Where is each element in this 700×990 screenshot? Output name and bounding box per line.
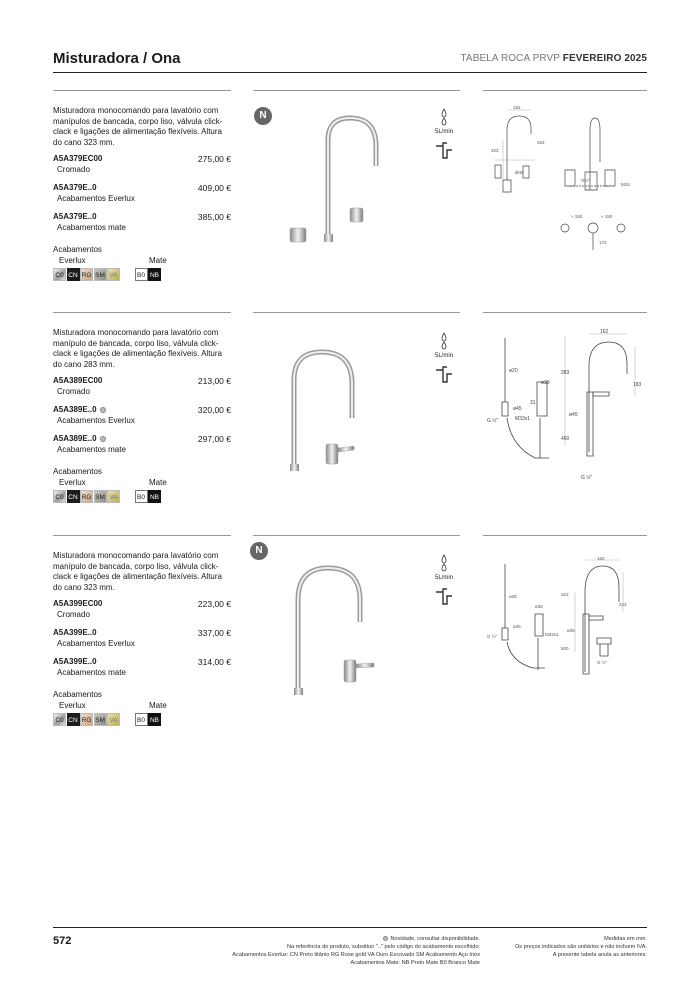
mate-label: Mate	[149, 700, 167, 710]
finishes-block	[53, 467, 231, 503]
product-block	[53, 106, 231, 281]
section-rule	[53, 90, 231, 91]
novelty-icon	[100, 436, 106, 442]
footer-rule	[53, 927, 647, 928]
swatch-b0: B0	[135, 490, 148, 503]
everlux-label: Everlux	[59, 255, 86, 265]
section-rule	[53, 312, 231, 313]
swatch-nb: NB	[148, 713, 161, 726]
dim-label: ø38	[535, 604, 543, 609]
variant-row	[53, 154, 231, 165]
swatch-sm: SM	[94, 490, 107, 503]
footer-note	[232, 935, 480, 943]
water-drop-icon	[439, 554, 449, 572]
page-title: Misturadora / Ona	[53, 50, 181, 67]
flow-rate	[430, 554, 458, 609]
dim-label: 162	[597, 556, 605, 561]
novelty-icon	[383, 936, 388, 941]
swatch-b0: B0	[135, 713, 148, 726]
swatch-va: VA	[107, 490, 120, 503]
finish-swatches	[53, 490, 231, 503]
finishes-label: Acabamentos	[53, 467, 102, 476]
dim-label: 172	[599, 240, 607, 245]
product-ref: A5A389E..0	[53, 434, 97, 443]
dim-label: G ½"	[597, 660, 608, 665]
everlux-label: Everlux	[59, 700, 86, 710]
variant-row	[53, 628, 231, 639]
product-block	[53, 328, 231, 503]
product-ref: A5A399EC00	[53, 599, 103, 608]
new-badge: N	[254, 107, 272, 125]
product-ref: A5A399E..0	[53, 657, 97, 666]
dim-label: G½"	[581, 178, 590, 183]
variant-row	[53, 434, 231, 445]
product-price: 385,00 €	[197, 212, 231, 222]
swatch-cn: CN	[67, 268, 80, 281]
dim-label: G ½"	[581, 475, 593, 481]
footer-note: Na referência do produto, substituir ".." pelo código do acabamento escolhido:	[286, 944, 480, 950]
variant-row	[53, 376, 231, 387]
dim-label: 31	[530, 400, 536, 406]
faucet-icon	[433, 586, 455, 606]
footer-note: Acabamentos Mate: NB Preto Mate B0 Branco Mate	[350, 960, 480, 966]
dim-label: 182	[513, 105, 521, 110]
dim-label: 460	[561, 436, 570, 442]
finishes-block	[53, 690, 231, 726]
swatch-cn: CN	[67, 490, 80, 503]
product-price: 337,00 €	[197, 628, 231, 638]
header-rule	[53, 72, 647, 73]
swatch-rg: RG	[80, 268, 93, 281]
product-description: Misturadora monocomando para lavatório com manípulo de bancada, corpo liso, válvula click-clack e ligações de alimentação flexíveis. Altura do cano 283 mm.	[53, 328, 222, 369]
product-photo-faucet-2	[280, 340, 390, 480]
ref-with-novelty	[53, 405, 106, 416]
dim-label: ≈ 150	[571, 214, 583, 219]
swatch-c0: C0	[53, 713, 66, 726]
variant-row	[53, 599, 231, 610]
variant-row	[53, 183, 231, 194]
footer-note: Acabamentos Everlux: CN Preto titânio RG Rose gold VA Ouro Escovado SM Acabamento Aço Inox	[232, 952, 480, 958]
technical-drawing-1	[485, 100, 645, 260]
mate-label: Mate	[149, 477, 167, 487]
dim-label: M33x1	[545, 632, 559, 637]
variant-row	[53, 405, 231, 416]
product-ref: A5A389E..0	[53, 405, 97, 414]
footer-disclaimer	[515, 935, 647, 959]
dim-label: ø26	[509, 594, 517, 599]
product-description: Misturadora monocomando para lavatório com manípulo de bancada, corpo liso, válvula click-clack e ligações de alimentação flexíveis. Altura do cano 323 mm.	[53, 551, 222, 592]
mate-label: Mate	[149, 255, 167, 265]
variant-finish: Acabamentos mate	[57, 222, 126, 232]
swatch-nb: NB	[148, 268, 161, 281]
catalog-name: TABELA ROCA PRVP	[460, 53, 560, 64]
flow-rate	[430, 332, 458, 387]
dim-label: Ø45	[515, 170, 524, 175]
flow-label: 5L/min	[434, 353, 453, 359]
variant-finish: Acabamentos Everlux	[57, 415, 135, 425]
finishes-label: Acabamentos	[53, 245, 102, 254]
finishes-label: Acabamentos	[53, 690, 102, 699]
dim-label: ø45	[513, 406, 522, 412]
water-drop-icon	[439, 108, 449, 126]
variant-finish: Cromado	[57, 609, 90, 619]
water-drop-icon	[439, 332, 449, 350]
section-rule	[483, 312, 647, 313]
dim-label: 283	[561, 370, 570, 376]
dim-label: 500	[561, 646, 569, 651]
dim-label: 323	[561, 592, 569, 597]
footer-notes	[232, 935, 480, 967]
product-price: 314,00 €	[197, 657, 231, 667]
product-price: 275,00 €	[197, 154, 231, 164]
faucet-icon	[433, 364, 455, 384]
dim-label: 162	[600, 329, 609, 335]
product-ref: A5A389EC00	[53, 376, 103, 385]
swatch-cn: CN	[67, 713, 80, 726]
swatch-va: VA	[107, 713, 120, 726]
footer-line: Os preços indicados são unitários e não incluem IVA.	[514, 944, 647, 950]
variant-finish: Acabamentos Everlux	[57, 193, 135, 203]
swatch-c0: C0	[53, 490, 66, 503]
swatch-va: VA	[107, 268, 120, 281]
section-rule	[253, 90, 460, 91]
variant-finish: Acabamentos Everlux	[57, 638, 135, 648]
dim-label: ø45	[567, 628, 575, 633]
dim-label: ø45	[569, 412, 578, 418]
faucet-icon	[433, 140, 455, 160]
dim-label: G ½"	[487, 634, 498, 639]
novelty-icon	[100, 407, 106, 413]
page-number: 572	[53, 935, 72, 947]
section-rule	[253, 535, 460, 536]
product-price: 320,00 €	[197, 405, 231, 415]
product-ref: A5A399E..0	[53, 628, 97, 637]
product-photo-faucet-3	[280, 560, 390, 700]
dim-label: G ½"	[487, 418, 499, 424]
flow-label: 5L/min	[434, 129, 453, 135]
variant-finish: Acabamentos mate	[57, 444, 126, 454]
swatch-sm: SM	[94, 268, 107, 281]
dim-label: ≈ 150	[601, 214, 613, 219]
dim-label: 223	[619, 602, 627, 607]
dim-label: 323	[491, 148, 499, 153]
variant-finish: Cromado	[57, 386, 90, 396]
technical-drawing-2	[485, 326, 645, 486]
flow-rate	[430, 108, 458, 163]
swatch-rg: RG	[80, 490, 93, 503]
product-price: 213,00 €	[197, 376, 231, 386]
product-description: Misturadora monocomando para lavatório com manípulos de bancada, corpo liso, válvula click-clack e ligações de alimentação flexíveis. Altura do cano 323 mm.	[53, 106, 223, 147]
section-rule	[483, 90, 647, 91]
footer-line: Medidas em mm.	[604, 936, 647, 942]
product-block	[53, 551, 231, 726]
product-ref: A5A379EC00	[53, 154, 103, 163]
new-badge: N	[250, 542, 268, 560]
finish-swatches	[53, 713, 231, 726]
finish-swatches	[53, 268, 231, 281]
variant-row	[53, 657, 231, 668]
catalog-edition: FEVEREIRO 2025	[562, 53, 647, 64]
swatch-b0: B0	[135, 268, 148, 281]
dim-label: ø38	[541, 380, 550, 386]
dim-label: M24	[621, 182, 630, 187]
dim-label: ø20	[509, 368, 518, 374]
product-ref: A5A379E..0	[53, 183, 97, 192]
dim-label: ø45	[513, 624, 521, 629]
variant-finish: Cromado	[57, 164, 90, 174]
dim-label: 183	[633, 382, 642, 388]
everlux-label: Everlux	[59, 477, 86, 487]
swatch-c0: C0	[53, 268, 66, 281]
footer-note-text: Novidade, consultar disponibilidade.	[390, 936, 480, 942]
variant-finish: Acabamentos mate	[57, 667, 126, 677]
section-rule	[483, 535, 647, 536]
swatch-sm: SM	[94, 713, 107, 726]
product-price: 409,00 €	[197, 183, 231, 193]
product-price: 297,00 €	[197, 434, 231, 444]
dim-label: M33x1	[515, 416, 531, 422]
variant-row	[53, 212, 231, 223]
swatch-nb: NB	[148, 490, 161, 503]
swatch-rg: RG	[80, 713, 93, 726]
section-rule	[53, 535, 231, 536]
flow-label: 5L/min	[434, 575, 453, 581]
product-price: 223,00 €	[197, 599, 231, 609]
ref-with-novelty	[53, 434, 106, 445]
catalog-header	[460, 53, 647, 64]
product-ref: A5A379E..0	[53, 212, 97, 221]
product-photo-faucet-1	[280, 110, 390, 250]
dim-label: 453	[537, 140, 545, 145]
technical-drawing-3	[485, 552, 645, 692]
section-rule	[253, 312, 460, 313]
footer-line: A presente tabela anula as anteriores.	[552, 952, 647, 958]
finishes-block	[53, 245, 231, 281]
